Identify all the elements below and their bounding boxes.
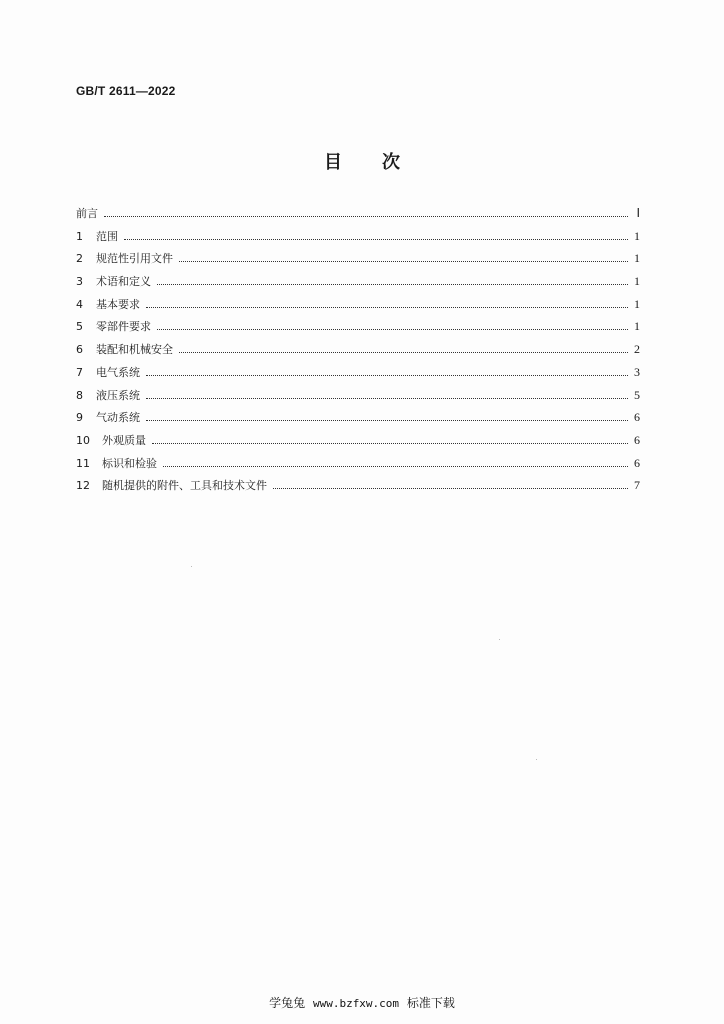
toc-entry-number: 1 bbox=[76, 229, 83, 243]
toc-entry-1[interactable] bbox=[76, 229, 640, 252]
toc-entry-number: 7 bbox=[76, 365, 83, 379]
dot-leader bbox=[146, 375, 628, 376]
toc-entry-7[interactable] bbox=[76, 365, 640, 388]
toc-entry-label: 术语和定义 bbox=[96, 275, 151, 289]
toc-page-number: 3 bbox=[634, 364, 640, 379]
toc-entry-label: 装配和机械安全 bbox=[96, 343, 173, 357]
toc-entry-label: 基本要求 bbox=[96, 297, 140, 311]
toc-entry-label: 液压系统 bbox=[96, 388, 140, 402]
toc-entry-8[interactable] bbox=[76, 388, 640, 411]
toc-entry-2[interactable] bbox=[76, 251, 640, 274]
scan-speck bbox=[499, 639, 500, 640]
toc-entry-label: 随机提供的附件、工具和技术文件 bbox=[102, 479, 267, 493]
toc-entry-number: 12 bbox=[76, 479, 90, 493]
toc-entry-number: 10 bbox=[76, 433, 90, 447]
toc-entry-10[interactable] bbox=[76, 433, 640, 456]
toc-entry-4[interactable] bbox=[76, 297, 640, 320]
toc-page-number: 7 bbox=[634, 478, 640, 493]
toc-page-number: 1 bbox=[634, 228, 640, 243]
toc-page-number: 1 bbox=[634, 274, 640, 289]
toc-entry-label: 外观质量 bbox=[102, 433, 146, 447]
toc-entry-9[interactable] bbox=[76, 410, 640, 433]
toc-entry-11[interactable] bbox=[76, 456, 640, 479]
toc-page-number: 5 bbox=[634, 387, 640, 402]
scan-speck bbox=[536, 759, 537, 760]
page-title: 目次 bbox=[324, 152, 440, 173]
dot-leader bbox=[152, 443, 628, 444]
download-footer bbox=[0, 994, 724, 1011]
toc-entry-label: 电气系统 bbox=[96, 365, 140, 379]
dot-leader bbox=[157, 284, 628, 285]
toc-entry-foreword[interactable] bbox=[76, 206, 640, 229]
footer-suffix: 标准下载 bbox=[406, 996, 455, 1010]
standard-code: GB/T 2611—2022 bbox=[76, 84, 176, 98]
toc-entry-label: 规范性引用文件 bbox=[96, 252, 173, 266]
toc-entry-number: 3 bbox=[76, 275, 83, 289]
toc-entry-number: 5 bbox=[76, 320, 83, 334]
toc-page-number: 6 bbox=[634, 432, 640, 447]
toc-page-number: 1 bbox=[634, 319, 640, 334]
dot-leader bbox=[179, 261, 628, 262]
toc-entry-6[interactable] bbox=[76, 342, 640, 365]
toc-entry-number: 2 bbox=[76, 252, 83, 266]
toc-entry-3[interactable] bbox=[76, 274, 640, 297]
toc-entry-number: 11 bbox=[76, 456, 90, 470]
toc-entry-label: 前言 bbox=[76, 207, 98, 220]
footer-site-name: 学兔兔 bbox=[269, 996, 306, 1010]
toc-entry-number: 9 bbox=[76, 411, 83, 425]
toc-page-number: Ⅰ bbox=[636, 206, 640, 220]
dot-leader bbox=[146, 307, 628, 308]
dot-leader bbox=[273, 488, 628, 489]
toc-entry-label: 气动系统 bbox=[96, 411, 140, 425]
toc-page-number: 2 bbox=[634, 342, 640, 357]
table-of-contents bbox=[76, 206, 640, 501]
toc-page-number: 1 bbox=[634, 296, 640, 311]
footer-url-link[interactable]: www.bzfxw.com bbox=[312, 997, 400, 1010]
toc-entry-number: 6 bbox=[76, 343, 83, 357]
dot-leader bbox=[124, 239, 628, 240]
dot-leader bbox=[179, 352, 628, 353]
toc-entry-12[interactable] bbox=[76, 478, 640, 501]
scan-speck bbox=[191, 566, 192, 567]
dot-leader bbox=[146, 398, 628, 399]
toc-page-number: 6 bbox=[634, 455, 640, 470]
toc-entry-number: 4 bbox=[76, 297, 83, 311]
toc-entry-5[interactable] bbox=[76, 319, 640, 342]
toc-entry-label: 零部件要求 bbox=[96, 320, 151, 334]
toc-page-number: 6 bbox=[634, 410, 640, 425]
toc-page-number: 1 bbox=[634, 251, 640, 266]
dot-leader bbox=[104, 216, 628, 217]
toc-entry-label: 标识和检验 bbox=[102, 456, 157, 470]
toc-entry-number: 8 bbox=[76, 388, 83, 402]
dot-leader bbox=[157, 329, 628, 330]
toc-entry-label: 范围 bbox=[96, 229, 118, 243]
dot-leader bbox=[163, 466, 628, 467]
dot-leader bbox=[146, 420, 628, 421]
